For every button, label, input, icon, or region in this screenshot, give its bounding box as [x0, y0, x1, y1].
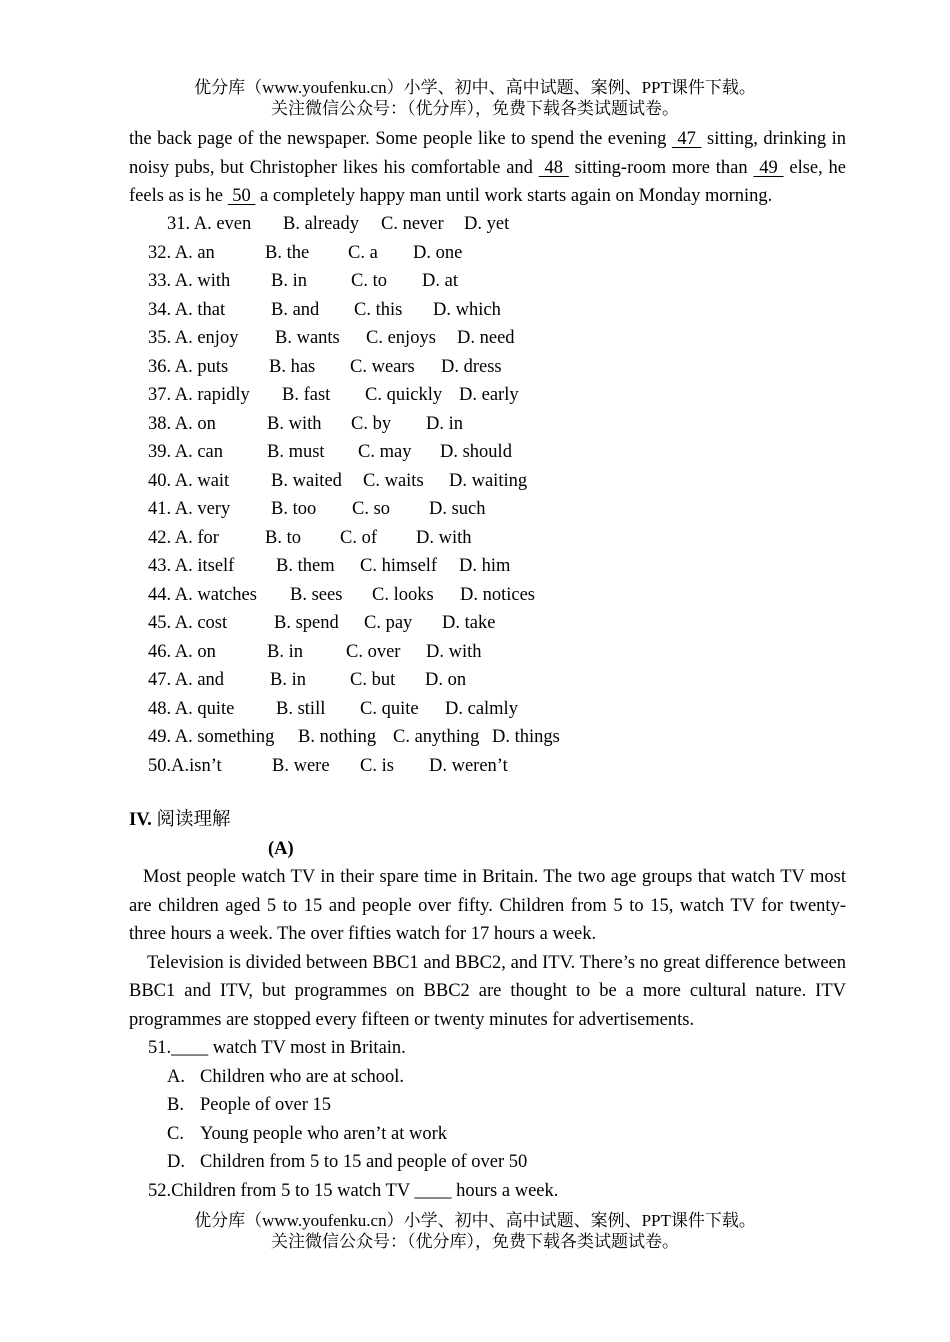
part-label: (A): [268, 839, 294, 859]
option-a: 38. A. on: [148, 413, 216, 434]
option-d: D. such: [429, 499, 486, 519]
option-d: D. early: [459, 385, 519, 405]
option-a: 31. A. even: [167, 214, 252, 234]
option-b: B. wants: [275, 328, 340, 348]
option-c: C. may: [358, 442, 412, 462]
option-b: B. fast: [282, 385, 331, 405]
question-52: 52.Children from 5 to 15 watch TV ____ hours a week.: [148, 1180, 559, 1201]
option-b: B. waited: [271, 470, 342, 491]
option-d: D. in: [426, 413, 463, 434]
option-item: [167, 1063, 404, 1092]
option-d: D. with: [426, 641, 482, 662]
blank-50: 50: [227, 186, 256, 206]
option-a: 43. A. itself: [148, 556, 235, 576]
passage-text: a completely happy man until work starts again on Monday morning.: [255, 186, 773, 206]
option-item: [167, 1148, 528, 1177]
option-a: 37. A. rapidly: [148, 385, 250, 405]
blank-48: 48: [538, 157, 569, 178]
option-d: D. notices: [460, 584, 536, 605]
option-b: B. nothing: [298, 727, 377, 747]
option-d: D. need: [457, 328, 515, 348]
option-a: 40. A. wait: [148, 470, 230, 491]
option-a: 32. A. an: [148, 242, 215, 263]
option-c: C. wears: [350, 356, 415, 377]
option-d: D. on: [425, 670, 467, 690]
option-c: C. a: [348, 242, 378, 263]
option-b: B. too: [271, 499, 317, 519]
passage-text: sitting, drinking in noisy pubs, but Christopher likes his comfortable and: [129, 129, 847, 178]
option-c: C. so: [352, 499, 391, 519]
option-c: C. waits: [363, 470, 424, 491]
option-b: B. spend: [274, 613, 339, 633]
option-c: C. is: [360, 755, 394, 776]
option-c: C. never: [381, 214, 444, 234]
option-a: 49. A. something: [148, 727, 275, 747]
blank-49: 49: [753, 157, 784, 178]
option-b: B. with: [267, 413, 322, 434]
option-text: Children who are at school.: [200, 1066, 404, 1087]
option-c: C. over: [346, 641, 401, 662]
option-d: D. waiting: [449, 470, 528, 491]
option-d: D. should: [440, 442, 512, 462]
option-item: [167, 1120, 447, 1149]
option-b: B. and: [271, 299, 320, 320]
option-a: 50.A.isn’t: [148, 755, 222, 776]
option-b: B. in: [267, 641, 303, 662]
option-a: 33. A. with: [148, 271, 231, 291]
option-c: C. by: [351, 413, 392, 434]
option-a: 42. A. for: [148, 527, 219, 548]
option-c: C. pay: [364, 613, 413, 633]
page-header: [0, 77, 950, 119]
option-c: C. this: [354, 299, 403, 320]
option-d: D. weren’t: [429, 755, 508, 776]
option-a: 41. A. very: [148, 499, 231, 519]
option-b: B. in: [270, 670, 306, 690]
option-d: D. which: [433, 299, 501, 320]
option-a: 34. A. that: [148, 299, 226, 320]
option-b: B. already: [283, 214, 360, 234]
cloze-passage-tail: [129, 125, 846, 211]
page-footer: [0, 1210, 950, 1252]
question-51: 51.____ watch TV most in Britain.: [148, 1038, 406, 1058]
option-b: B. must: [267, 442, 325, 462]
option-c: C. himself: [360, 556, 438, 576]
option-c: C. of: [340, 527, 377, 548]
option-c: C. quickly: [365, 385, 443, 405]
passage-text: the back page of the newspaper. Some people like to spend the evening: [129, 129, 672, 149]
option-c: C. quite: [360, 698, 419, 719]
section-numeral: IV.: [129, 810, 152, 830]
option-c: C. but: [350, 670, 396, 690]
option-b: B. sees: [290, 584, 343, 605]
option-c: C. looks: [372, 584, 434, 605]
option-d: D. with: [416, 527, 472, 548]
option-a: 39. A. can: [148, 442, 224, 462]
header-line-1: 优分库（www.youfenku.cn）小学、初中、高中试题、案例、PPT课件下载。: [194, 78, 756, 97]
option-a: 44. A. watches: [148, 584, 257, 605]
option-b: B. has: [269, 356, 316, 377]
option-d: D. him: [459, 556, 511, 576]
option-b: B. to: [265, 527, 301, 548]
passage-text: sitting-room more than: [568, 157, 754, 178]
option-d: D. yet: [464, 214, 510, 234]
option-d: D. things: [492, 727, 560, 747]
option-d: D. calmly: [445, 698, 518, 719]
option-c: C. enjoys: [366, 328, 436, 348]
option-text: Young people who aren’t at work: [200, 1123, 447, 1144]
option-a: 36. A. puts: [148, 356, 229, 377]
section-title: 阅读理解: [151, 810, 231, 830]
option-letter: A.: [167, 1066, 185, 1087]
header-line-2: 关注微信公众号：（优分库），免费下载各类试题试卷。: [271, 99, 679, 118]
option-text: Children from 5 to 15 and people of over 50: [200, 1152, 528, 1172]
option-text: People of over 15: [200, 1095, 332, 1115]
option-a: 35. A. enjoy: [148, 328, 239, 348]
option-d: D. at: [422, 271, 458, 291]
option-b: B. were: [272, 755, 330, 776]
option-c: C. anything: [393, 727, 480, 747]
option-letter: D.: [167, 1152, 185, 1172]
option-b: B. in: [271, 271, 307, 291]
option-b: B. them: [276, 556, 335, 576]
option-a: 48. A. quite: [148, 698, 235, 719]
option-a: 46. A. on: [148, 641, 216, 662]
option-d: D. dress: [441, 356, 502, 377]
option-b: B. the: [265, 242, 310, 263]
blank-47: 47: [671, 129, 702, 149]
option-a: 45. A. cost: [148, 613, 228, 633]
reading-paragraph-1: Most people watch TV in their spare time in Britain. The two age groups that watch TV most are children aged 5 to 15 and people over fifty. Children from 5 to 15, watch TV for twenty-three hours a week. The over fifties watch for 17 hours a week.: [129, 867, 846, 944]
passage-text: else, he feels as is he: [129, 157, 847, 206]
option-d: D. one: [413, 242, 463, 263]
option-letter: B.: [167, 1095, 184, 1115]
section-heading: [129, 806, 230, 835]
option-b: B. still: [276, 698, 326, 719]
option-item: [167, 1091, 332, 1120]
footer-line-1: 优分库（www.youfenku.cn）小学、初中、高中试题、案例、PPT课件下载。: [194, 1211, 756, 1230]
footer-line-2: 关注微信公众号：（优分库），免费下载各类试题试卷。: [271, 1232, 679, 1251]
option-c: C. to: [351, 271, 387, 291]
option-d: D. take: [442, 613, 496, 633]
reading-paragraph-2: Television is divided between BBC1 and BBC2, and ITV. There’s no great difference between BBC1 and ITV, but programmes on BBC2 are thought to be a more cultural nature. ITV programmes are stopped every fifteen or twenty minutes for advertisements.: [129, 952, 846, 1030]
option-a: 47. A. and: [148, 670, 225, 690]
option-letter: C.: [167, 1123, 184, 1144]
